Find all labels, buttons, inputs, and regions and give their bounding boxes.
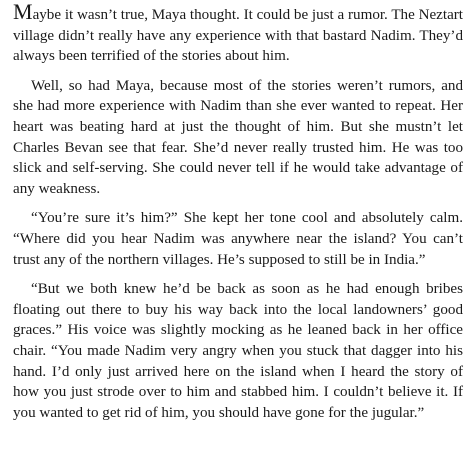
drop-cap: M (13, 0, 33, 24)
paragraph-2: Well, so had Maya, because most of the stories weren’t rumors, and she had more experience with Nadim than she ever wanted to repeat. Her heart was beating hard at just the thought of him. But she mustn’t let Charles Bevan see that fear. She’d never really trusted him. He was too slick and self-serving. She could never tell if he would take advantage of any weakness. (13, 77, 463, 197)
book-page (13, 0, 463, 432)
paragraph-1-text: aybe it wasn’t true, Maya thought. It could be just a rumor. The Neztart village didn’t really have any experience with that bastard Nadim. They’d always been terrified of the stories about him. (13, 7, 463, 65)
paragraph-1 (13, 0, 463, 67)
paragraph-4: “But we both knew he’d be back as soon as he had enough bribes floating out there to buy his way back into the local landowners’ good graces.” His voice was slightly mocking as he leaned back in her office chair. “You made Nadim very angry when you stuck that dagger into his hand. I’d only just arrived here on the island when I heard the story of how you just strode over to him and stabbed him. I couldn’t believe it. If you wanted to get rid of him, you should have gone for the jugular.” (13, 281, 463, 421)
paragraph-3: “You’re sure it’s him?” She kept her tone cool and absolutely calm. “Where did you hear Nadim was anywhere near the island? You can’t trust any of the northern villages. He’s supposed to still be in India.” (13, 210, 463, 268)
